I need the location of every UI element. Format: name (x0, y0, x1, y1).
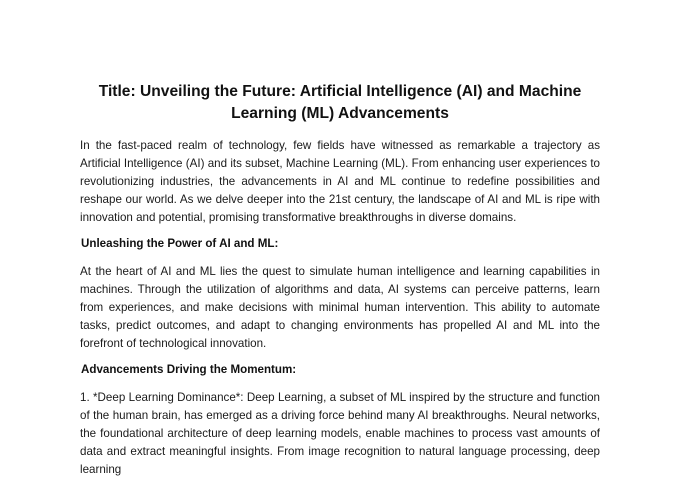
section-paragraph: At the heart of AI and ML lies the quest to simulate human intelligence and learning capabilities in machines. Through the utilization of algorithms and data, AI systems can perceive patterns, learn from experiences, and make decisions with minimal human intervention. This ability to automate tasks, predict outcomes, and adapt to changing environments has propelled AI and ML into the forefront of technological innovation. (80, 265, 600, 350)
section-heading: Unleashing the Power of AI and ML: (81, 237, 279, 250)
intro-paragraph: In the fast-paced realm of technology, few fields have witnessed as remarkable a trajectory as Artificial Intelligence (AI) and its subset, Machine Learning (ML). From enhancing user experiences to revolutionizing industries, the advancements in AI and ML continue to redefine possibilities and reshape our world. As we delve deeper into the 21st century, the landscape of AI and ML is ripe with innovation and potential, promising transformative breakthroughs in diverse domains. (80, 139, 600, 224)
section-heading: Advancements Driving the Momentum: (81, 363, 297, 376)
document-title: Title: Unveiling the Future: Artificial Intelligence (AI) and Machine Learning (ML) Advancements (98, 83, 582, 122)
section-paragraph: 1. *Deep Learning Dominance*: Deep Learning, a subset of ML inspired by the structure and function of the human brain, has emerged as a driving force behind many AI breakthroughs. Neural networks, the foundational architecture of deep learning models, enable machines to process vast amounts of data and extract meaningful insights. From image recognition to natural language processing, deep learning (80, 391, 600, 476)
